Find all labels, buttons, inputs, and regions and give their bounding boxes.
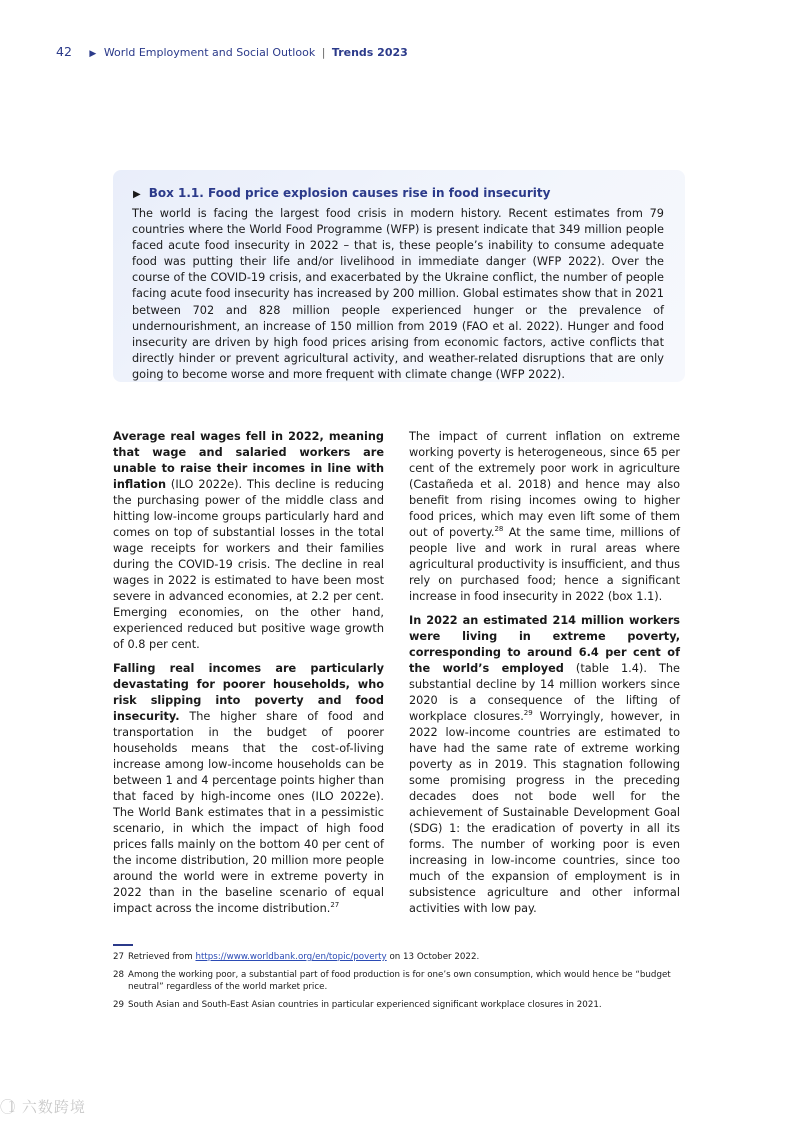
footnote-text: Among the working poor, a substantial part of food production is for one’s own consumption, which would hence be “budget neutral” regardless of the world market price. (128, 970, 671, 992)
watermark: 1⃝ 六数跨境 (8, 1098, 86, 1116)
footnote-number: 29 (113, 1000, 125, 1010)
footnote-number: 27 (113, 952, 125, 962)
footnote-ref[interactable]: 29 (523, 709, 533, 718)
page-number: 42 (56, 44, 72, 59)
paragraph-text: At the same time, millions of people live and work in rural areas where agricultural productivity is insufficient, and thus rely on purchased food; hence a significant increase in food insecurity in 2022 (box 1.1). (409, 526, 681, 603)
paragraph-text: (table 1.4). The substantial decline by 14 million workers since 2020 is a consequence of the lifting of workplace closures. (409, 662, 680, 723)
paragraph-lead: Average real wages fell in 2022, meaning that wage and salaried workers are unable to raise their incomes in line with inflation (113, 430, 384, 491)
paragraph-text: The impact of current inflation on extreme working poverty is heterogeneous, since 65 per cent of the extremely poor work in agriculture (Castañeda et al. 2018) and hence may also benefit from rising incomes owing to higher food prices, which may even lift some of them out of poverty. (409, 430, 680, 539)
paragraph-text: Worryingly, however, in 2022 low-income countries are estimated to have had the same rate of extreme working poverty as in 2019. This stagnation following some promising progress in the preceding decades does not bode well for the achievement of Sustainable Development Goal (SDG) 1: the eradication of poverty in all its forms. The number of working poor is even increasing in low-income countries, since too much of the expansion of employment is in subsistence agriculture and other informal activities with low pay. (409, 710, 680, 915)
footnote-text-part: Retrieved from (128, 952, 196, 962)
footnote-ref[interactable]: 28 (494, 525, 504, 534)
box-body: The world is facing the largest food crisis in modern history. Recent estimates from 79 countries where the World Food Programme (WFP) is present indicate that 349 million people faced acute food insecurity in 2022 – that is, these people’s inability to consume adequate food was putting their life and/or livelihood in immediate danger (WFP 2022). Over the course of the COVID-19 crisis, and exacerbated by the Ukraine conflict, the number of people facing acute food insecurity has increased by 200 million. Global estimates show that in 2021 between 702 and 828 million people experienced hunger or the prevalence of undernourishment, an increase of 150 million from 2019 (FAO et al. 2022). Hunger and food insecurity are driven by high food prices arising from economic factors, active conflicts that directly hinder or prevent agricultural activity, and weather-related disruptions that are only going to become worse and more frequent with climate change (WFP 2022). (132, 207, 664, 381)
footnote-text (128, 951, 479, 963)
footnote (113, 969, 685, 993)
paragraph-text: The higher share of food and transportation in the budget of poorer households means that the cost-of-living increase among low-income households can be between 1 and 4 percentage points higher than that faced by high-income ones (ILO 2022e). The World Bank estimates that in a pessimistic scenario, in which the impact of high food prices falls mainly on the bottom 40 per cent of the income distribution, 20 million more people around the world were in extreme poverty in 2022 than in the baseline scenario of equal impact across the income distribution. (113, 710, 384, 915)
footnote-text: South Asian and South-East Asian countries in particular experienced significant workplace closures in 2021. (128, 1000, 602, 1010)
footnote (113, 951, 685, 963)
right-column (409, 429, 680, 925)
paragraph-lead: In 2022 an estimated 214 million workers were living in extreme poverty, corresponding to around 6.4 per cent of the world’s employed (409, 614, 680, 675)
header-separator: | (321, 46, 326, 59)
paragraph (409, 429, 680, 605)
footnote-link[interactable]: https://www.worldbank.org/en/topic/poverty (195, 952, 387, 962)
footnote-ref[interactable]: 27 (330, 901, 340, 910)
footnote-rule (113, 944, 133, 946)
paragraph (113, 429, 384, 653)
publication-title: World Employment and Social Outlook (103, 46, 316, 59)
paragraph (113, 661, 384, 917)
box-title (133, 186, 550, 200)
triangle-icon: ▶ (89, 49, 97, 59)
paragraph-text: (ILO 2022e). This decline is reducing the purchasing power of the middle class and hitting low-income groups particularly hard and comes on top of substantial losses in the total wage receipts for workers and their families during the COVID-19 crisis. The decline in real wages in 2022 is estimated to have been most severe in advanced economies, at 2.2 per cent. Emerging economies, on the other hand, experienced reduced but positive wage growth of 0.8 per cent. (113, 478, 384, 651)
footnote (113, 999, 685, 1011)
footnote-number: 28 (113, 970, 125, 980)
footnote-text-part: on 13 October 2022. (386, 952, 480, 962)
footnotes (113, 951, 685, 1017)
running-header (56, 44, 408, 59)
left-column (113, 429, 384, 925)
triangle-icon: ▶ (133, 189, 141, 200)
paragraph (409, 613, 680, 917)
box-title-text: Box 1.1. Food price explosion causes rise in food insecurity (148, 186, 551, 200)
edition-title: Trends 2023 (331, 46, 408, 59)
paragraph-lead: Falling real incomes are particularly devastating for poorer households, who risk slipping into poverty and food insecurity. (113, 662, 384, 723)
